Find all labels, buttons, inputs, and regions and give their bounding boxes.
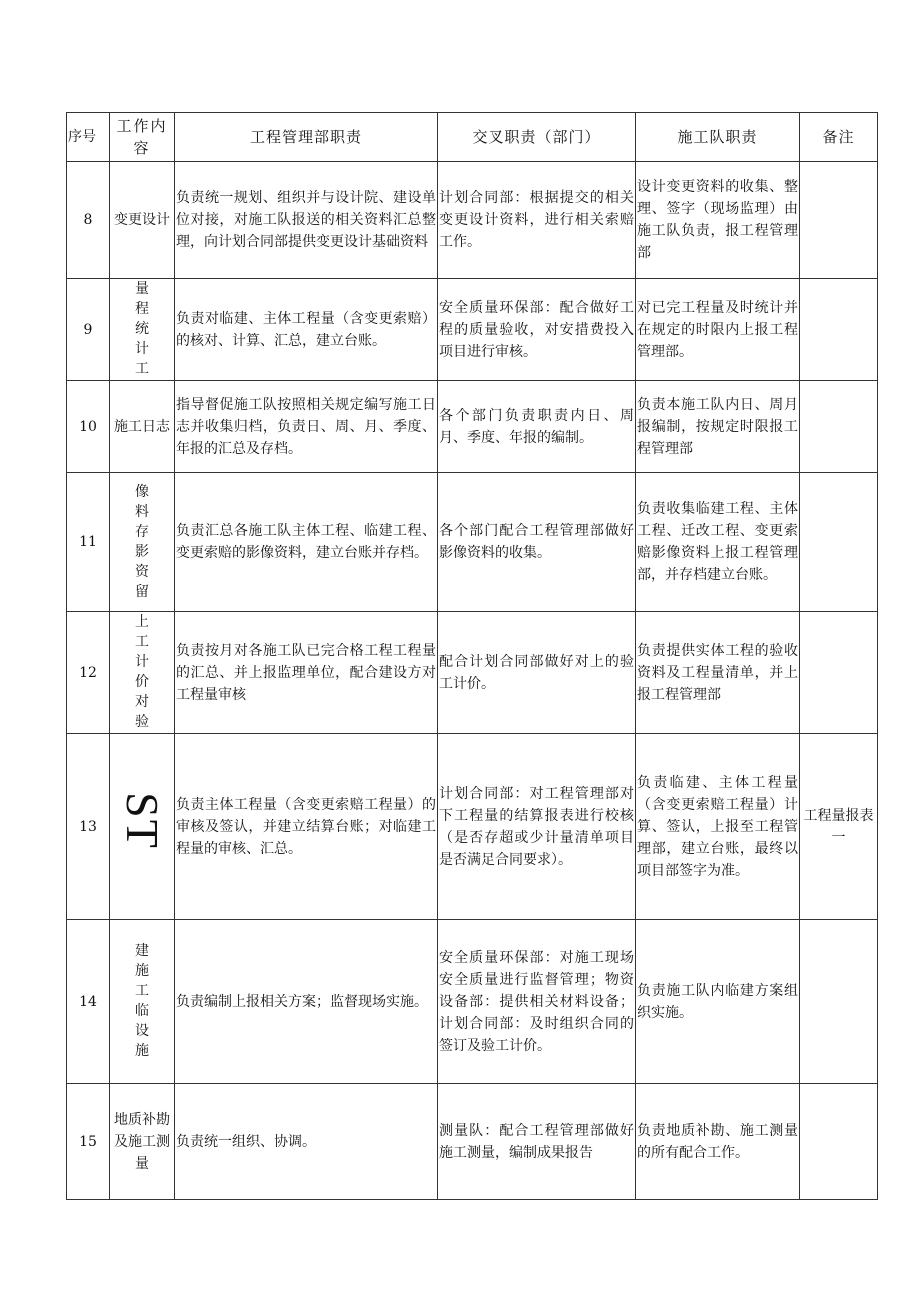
note: 工程量报表一 — [800, 734, 878, 920]
team-duty: 负责施工队内临建方案组织实施。 — [636, 920, 800, 1084]
pm-duty: 负责统一规划、组织并与设计院、建设单位对接，对施工队报送的相关资料汇总整理，向计划合同部提供变更设计基础资料 — [175, 162, 438, 279]
row-number: 11 — [67, 473, 110, 612]
pm-duty: 负责主体工程量（含变更索赔工程量）的审核及签认，并建立结算台账；对临建工程量的审核、汇总。 — [175, 734, 438, 920]
note — [800, 1084, 878, 1200]
note — [800, 279, 878, 381]
table-row — [67, 612, 878, 734]
pm-duty: 指导督促施工队按照相关规定编写施工日志并收集归档，负责日、周、月、季度、年报的汇总及存档。 — [175, 381, 438, 473]
row-number: 12 — [67, 612, 110, 734]
team-duty: 对已完工程量及时统计并在规定的时限内上报工程管理部。 — [636, 279, 800, 381]
work-content: 变更设计 — [110, 162, 175, 279]
work-content — [110, 279, 175, 381]
header-work: 工作内容 — [110, 113, 175, 162]
cross-duty: 计划合同部：根据提交的相关变更设计资料，进行相关索赔工作。 — [438, 162, 636, 279]
note — [800, 381, 878, 473]
team-duty: 设计变更资料的收集、整理、签字（现场监理）由施工队负责，报工程管理部 — [636, 162, 800, 279]
row-number: 10 — [67, 381, 110, 473]
team-duty: 负责提供实体工程的验收资料及工程量清单，并上报工程管理部 — [636, 612, 800, 734]
pm-duty: 负责编制上报相关方案；监督现场实施。 — [175, 920, 438, 1084]
note — [800, 920, 878, 1084]
row-number: 8 — [67, 162, 110, 279]
table-row — [67, 162, 878, 279]
table-row — [67, 473, 878, 612]
cross-duty: 各个部门配合工程管理部做好影像资料的收集。 — [438, 473, 636, 612]
table-header-row — [67, 113, 878, 162]
row-number: 13 — [67, 734, 110, 920]
row-number: 14 — [67, 920, 110, 1084]
pm-duty: 负责按月对各施工队已完合格工程工程量的汇总、并上报监理单位，配合建设方对工程量审核 — [175, 612, 438, 734]
note — [800, 162, 878, 279]
work-content: 地质补勘及施工测量 — [110, 1084, 175, 1200]
row-number: 15 — [67, 1084, 110, 1200]
cross-duty: 安全质量环保部：对施工现场安全质量进行监督管理；物资设备部：提供相关材料设备；计划合同部：及时组织合同的签订及验工计价。 — [438, 920, 636, 1084]
work-content — [110, 612, 175, 734]
work-content — [110, 473, 175, 612]
work-content — [110, 734, 175, 920]
work-content: 施工日志 — [110, 381, 175, 473]
header-pm-duty: 工程管理部职责 — [175, 113, 438, 162]
work-content — [110, 920, 175, 1084]
pm-duty: 负责统一组织、协调。 — [175, 1084, 438, 1200]
table-row — [67, 734, 878, 920]
table-row — [67, 920, 878, 1084]
pm-duty: 负责汇总各施工队主体工程、临建工程、变更索赔的影像资料，建立台账并存档。 — [175, 473, 438, 612]
table-row — [67, 381, 878, 473]
table-row — [67, 1084, 878, 1200]
work-content-vertical: 建施工临设施 — [135, 943, 149, 1059]
cross-duty: 配合计划合同部做好对上的验工计价。 — [438, 612, 636, 734]
row-number: 9 — [67, 279, 110, 381]
cross-duty: 测量队：配合工程管理部做好施工测量，编制成果报告 — [438, 1084, 636, 1200]
team-duty: 负责本施工队内日、周月报编制，按规定时限报工程管理部 — [636, 381, 800, 473]
work-content-vertical: 量程统计工 — [135, 281, 149, 377]
header-seq: 序号 — [67, 113, 110, 162]
cross-duty: 各个部门负责职责内日、周月、季度、年报的编制。 — [438, 381, 636, 473]
header-note: 备注 — [800, 113, 878, 162]
note — [800, 473, 878, 612]
team-duty: 负责地质补勘、施工测量的所有配合工作。 — [636, 1084, 800, 1200]
team-duty: 负责收集临建工程、主体工程、迁改工程、变更索赔影像资料上报工程管理部，并存档建立台账。 — [636, 473, 800, 612]
note — [800, 612, 878, 734]
work-content-vertical: 上工计价对验 — [135, 614, 149, 730]
work-content-vertical: 像料存影资留 — [135, 483, 149, 600]
responsibility-table — [66, 112, 878, 1200]
team-duty: 负责临建、主体工程量（含变更索赔工程量）计算、签认，上报至工程管理部，建立台账，最终以项目部签字为准。 — [636, 734, 800, 920]
pm-duty: 负责对临建、主体工程量（含变更索赔）的核对、计算、汇总，建立台账。 — [175, 279, 438, 381]
cross-duty: 计划合同部：对工程管理部对下工程量的结算报表进行校核（是否存超或少计量清单项目是否满足合同要求）。 — [438, 734, 636, 920]
work-content-glyph: ST — [117, 792, 168, 850]
cross-duty: 安全质量环保部：配合做好工程的质量验收，对安措费投入项目进行审核。 — [438, 279, 636, 381]
header-team-duty: 施工队职责 — [636, 113, 800, 162]
header-cross-duty: 交叉职责（部门） — [438, 113, 636, 162]
table-row — [67, 279, 878, 381]
